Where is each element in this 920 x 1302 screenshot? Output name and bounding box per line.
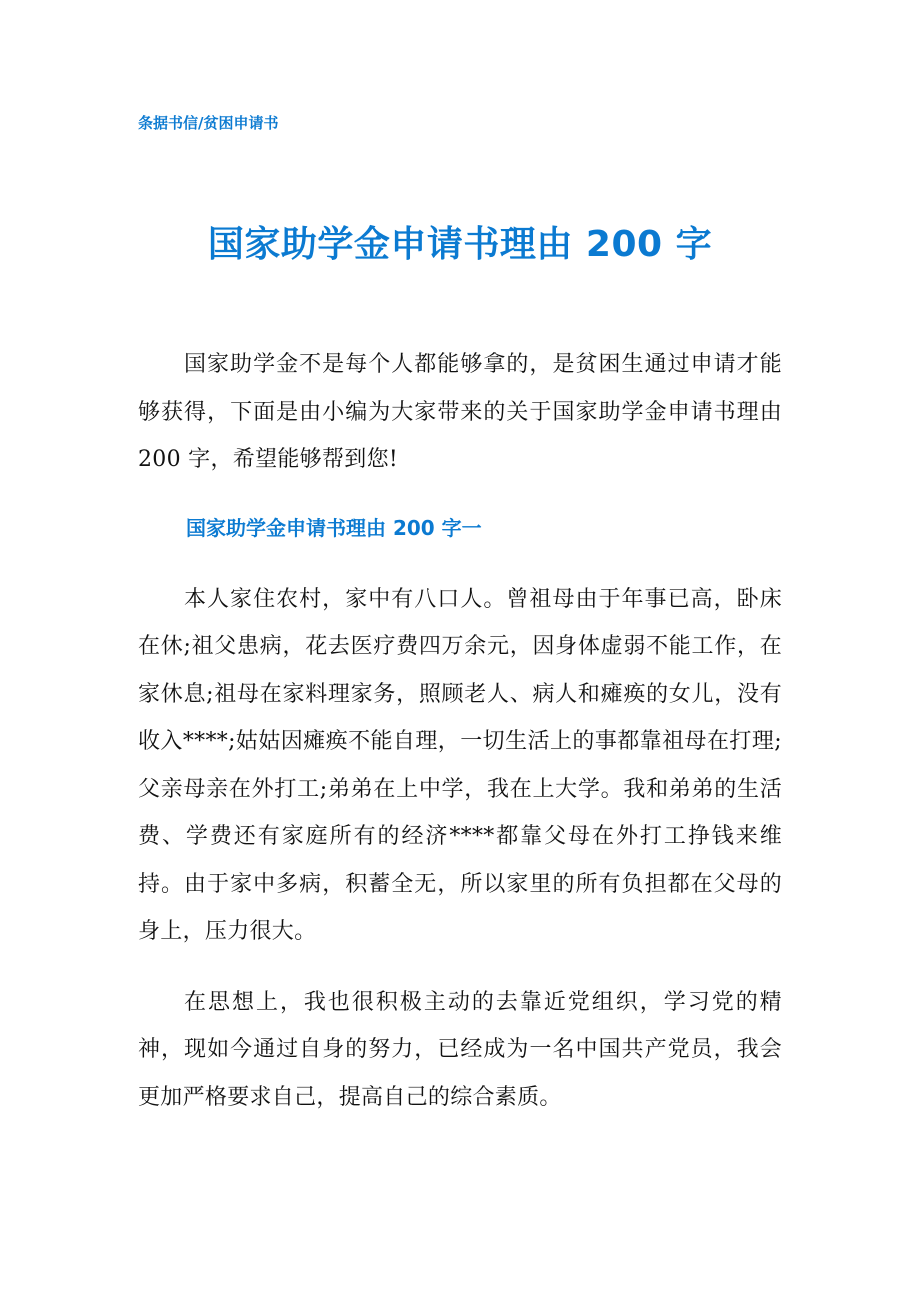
breadcrumb[interactable]: 条据书信/贫困申请书 bbox=[138, 114, 279, 132]
body-paragraph-1: 本人家住农村，家中有八口人。曾祖母由于年事已高，卧床在休;祖父患病，花去医疗费四万余元，因身体虚弱不能工作，在家休息;祖母在家料理家务，照顾老人、病人和瘫痪的女儿，没有收入****;姑姑因瘫痪不能自理，一切生活上的事都靠祖母在打理;父亲母亲在外打工;弟弟在上中学，我在上大学。我和弟弟的生活费、学费还有家庭所有的经济****都靠父母在外打工挣钱来维持。由于家中多病，积蓄全无，所以家里的所有负担都在父母的身上，压力很大。 bbox=[138, 586, 782, 944]
intro-paragraph: 国家助学金不是每个人都能够拿的，是贫困生通过申请才能够获得，下面是由小编为大家带来的关于国家助学金申请书理由 200 字，希望能够帮到您! bbox=[138, 352, 782, 472]
body-paragraph-2: 在思想上，我也很积极主动的去靠近党组织，学习党的精神，现如今通过自身的努力，已经成为一名中国共产党员，我会更加严格要求自己，提高自己的综合素质。 bbox=[138, 989, 782, 1110]
page-title: 国家助学金申请书理由 200 字 bbox=[207, 224, 713, 265]
article-body bbox=[138, 341, 782, 1144]
section-heading: 国家助学金申请书理由 200 字一 bbox=[186, 515, 482, 540]
